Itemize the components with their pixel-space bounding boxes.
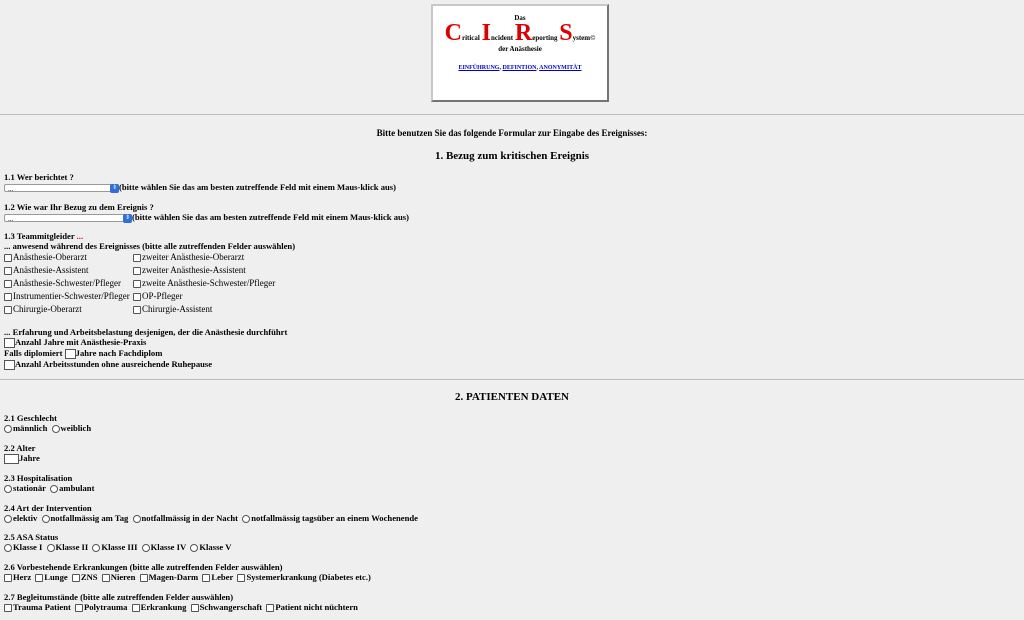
link-anonymitaet[interactable]: ANONYMITÄT — [539, 64, 582, 71]
option-label: Systemerkrankung (Diabetes etc.) — [246, 572, 371, 582]
option-label: Nieren — [110, 572, 136, 582]
q12-label: 1.2 Wie war Ihr Bezug zu dem Ereignis ? — [4, 202, 154, 212]
q11-row — [4, 182, 396, 192]
age-input[interactable] — [4, 454, 19, 464]
q13-label-dots: ... — [76, 231, 84, 241]
logo-title — [433, 21, 607, 45]
checkbox[interactable] — [4, 574, 12, 582]
team-item — [4, 252, 134, 265]
team-item — [4, 278, 134, 291]
section2-title: 2. PATIENTEN DATEN — [455, 391, 569, 403]
team-item — [133, 304, 263, 317]
option-label: weiblich — [60, 423, 92, 433]
radio-button[interactable] — [242, 515, 250, 523]
q22-row — [4, 453, 40, 464]
logo-letter-i: I — [481, 20, 491, 47]
option-label: Klasse IV — [150, 542, 187, 552]
years-practice-input[interactable] — [4, 338, 15, 348]
radio-button[interactable] — [92, 544, 100, 552]
team-item-label: OP-Pfleger — [142, 291, 183, 301]
divider-top — [0, 114, 1024, 115]
option-label: Leber — [211, 572, 234, 582]
radio-button[interactable] — [42, 515, 50, 523]
logo-letter-c: C — [444, 20, 462, 47]
team-item-label: zweiter Anästhesie-Oberarzt — [142, 252, 245, 262]
checkbox[interactable] — [133, 267, 141, 275]
diplomiert-suffix: Jahre nach Fachdiplom — [75, 348, 163, 358]
checkbox[interactable] — [133, 254, 141, 262]
radio-button[interactable] — [4, 425, 12, 433]
checkbox[interactable] — [266, 604, 274, 612]
team-item — [133, 252, 263, 265]
logo-subtitle: der Anästhesie — [498, 45, 542, 54]
team-item — [4, 291, 134, 304]
option-label: notfallmässig am Tag — [50, 513, 129, 523]
logo-letter-r: R — [514, 20, 533, 47]
checkbox[interactable] — [75, 604, 83, 612]
checkbox[interactable] — [35, 574, 43, 582]
logo-das: Das — [514, 14, 526, 22]
team-item-label: Anästhesie-Oberarzt — [13, 252, 87, 262]
q25-label: 2.5 ASA Status — [4, 532, 59, 542]
q27-label: 2.7 Begleitumstände (bitte alle zutreffenden Felder auswählen) — [4, 592, 234, 602]
q24-label: 2.4 Art der Intervention — [4, 503, 92, 513]
option-label: Magen-Darm — [148, 572, 199, 582]
option-label: Erkrankung — [140, 602, 187, 612]
q12-select-value: ... — [8, 215, 14, 224]
team-item-label: Anästhesie-Schwester/Pfleger — [13, 278, 121, 288]
checkbox[interactable] — [4, 267, 12, 275]
hours-label: Anzahl Arbeitsstunden ohne ausreichende Ruhepause — [15, 359, 213, 369]
checkbox[interactable] — [132, 604, 140, 612]
checkbox[interactable] — [140, 574, 148, 582]
option-label: Klasse III — [101, 542, 138, 552]
checkbox[interactable] — [191, 604, 199, 612]
option-label: Polytrauma — [84, 602, 128, 612]
checkbox[interactable] — [4, 280, 12, 288]
q13-label: 1.3 Teammitgleider — [4, 231, 75, 241]
option-label: Schwangerschaft — [199, 602, 263, 612]
team-item — [133, 291, 263, 304]
checkbox[interactable] — [4, 306, 12, 314]
option-label: Patient nicht nüchtern — [275, 602, 358, 612]
experience-row-years — [4, 337, 146, 348]
logo-word-incident: ncident — [490, 34, 515, 43]
option-label: Lunge — [44, 572, 68, 582]
option-label: Trauma Patient — [13, 602, 71, 612]
q12-select[interactable] — [4, 214, 132, 222]
q24-options — [4, 513, 420, 523]
cirs-logo — [431, 4, 609, 102]
option-label: Klasse V — [199, 542, 232, 552]
radio-button[interactable] — [133, 515, 141, 523]
checkbox[interactable] — [202, 574, 210, 582]
checkbox[interactable] — [133, 280, 141, 288]
divider-middle — [0, 379, 1024, 380]
option-label: stationär — [13, 483, 46, 493]
radio-button[interactable] — [4, 485, 12, 493]
team-item — [133, 278, 276, 291]
checkbox[interactable] — [133, 306, 141, 314]
age-unit: Jahre — [19, 453, 40, 463]
team-item — [4, 265, 134, 278]
intro-text: Bitte benutzen Sie das folgende Formular zur Eingabe des Ereignisses: — [376, 128, 648, 138]
q27-options — [4, 602, 360, 612]
q11-select-value: ... — [8, 185, 14, 194]
team-col-1 — [4, 252, 134, 317]
select-arrow-icon: ⇕ — [111, 185, 118, 192]
checkbox[interactable] — [72, 574, 80, 582]
option-label: elektiv — [13, 513, 38, 523]
years-practice-label: Anzahl Jahre mit Anästhesie-Praxis — [15, 337, 147, 347]
q11-select[interactable] — [4, 184, 119, 192]
radio-button[interactable] — [47, 544, 55, 552]
option-label: ZNS — [80, 572, 98, 582]
q13-sub: ... anwesend während des Ereignisses (bitte alle zutreffenden Felder auswählen) — [4, 241, 296, 251]
checkbox[interactable] — [4, 604, 12, 612]
q23-label: 2.3 Hospitalisation — [4, 473, 73, 483]
years-diplom-input[interactable] — [65, 349, 76, 359]
team-item-label: Chirurgie-Oberarzt — [13, 304, 82, 314]
q25-options — [4, 542, 233, 552]
q13-label-row — [4, 231, 83, 241]
logo-letter-s: S — [559, 20, 573, 47]
logo-word-system: ystem© — [572, 34, 596, 43]
link-einfuehrung[interactable]: EINFÜHRUNG — [458, 64, 500, 71]
section1-title: 1. Bezug zum kritischen Ereignis — [434, 150, 590, 162]
experience-row-hours — [4, 359, 212, 370]
team-item-label: Chirurgie-Assistent — [142, 304, 213, 314]
logo-word-critical: ritical — [461, 34, 482, 43]
radio-button[interactable] — [4, 544, 12, 552]
checkbox[interactable] — [102, 574, 110, 582]
experience-heading: ... Erfahrung und Arbeitsbelastung desjenigen, der die Anästhesie durchführt — [4, 327, 288, 337]
option-label: notfallmässig tagsüber an einem Wochenende — [251, 513, 418, 523]
select-arrow-icon: ⇕ — [124, 215, 131, 222]
radio-button[interactable] — [52, 425, 60, 433]
hours-input[interactable] — [4, 360, 15, 370]
q21-options — [4, 423, 93, 433]
option-label: männlich — [13, 423, 48, 433]
radio-button[interactable] — [142, 544, 150, 552]
diplomiert-prefix: Falls diplomiert — [4, 348, 63, 358]
checkbox[interactable] — [237, 574, 245, 582]
link-definition[interactable]: DEFINTION — [502, 64, 537, 71]
checkbox[interactable] — [133, 293, 141, 301]
q11-label: 1.1 Wer berichtet ? — [4, 172, 74, 182]
radio-button[interactable] — [50, 485, 58, 493]
q21-label: 2.1 Geschlecht — [4, 413, 57, 423]
logo-word-reporting: eporting — [532, 34, 560, 43]
option-label: ambulant — [59, 483, 95, 493]
team-col-2 — [133, 252, 276, 317]
team-item-label: Instrumentier-Schwester/Pfleger — [13, 291, 130, 301]
team-item-label: zweite Anästhesie-Schwester/Pfleger — [142, 278, 276, 288]
logo-links: EINFÜHRUNG, DEFINTION, ANONYMITÄT — [458, 64, 582, 71]
team-item — [4, 304, 134, 317]
radio-button[interactable] — [190, 544, 198, 552]
radio-button[interactable] — [4, 515, 12, 523]
q12-hint: (bitte wählen Sie das am besten zutreffende Feld mit einem Maus-klick aus) — [132, 212, 409, 222]
team-item-label: zweiter Anästhesie-Assistent — [142, 265, 246, 275]
checkbox[interactable] — [4, 254, 12, 262]
checkbox[interactable] — [4, 293, 12, 301]
team-item — [133, 265, 263, 278]
q26-options — [4, 572, 373, 582]
q26-label: 2.6 Vorbestehende Erkrankungen (bitte alle zutreffenden Felder auswählen) — [4, 562, 283, 572]
option-label: Klasse II — [55, 542, 89, 552]
q22-label: 2.2 Alter — [4, 443, 36, 453]
team-item-label: Anästhesie-Assistent — [13, 265, 89, 275]
q11-hint: (bitte wählen Sie das am besten zutreffende Feld mit einem Maus-klick aus) — [119, 182, 396, 192]
option-label: Herz — [13, 572, 32, 582]
q23-options — [4, 483, 96, 493]
option-label: Klasse I — [13, 542, 43, 552]
option-label: notfallmässig in der Nacht — [141, 513, 239, 523]
experience-row-diplom — [4, 348, 162, 359]
q12-row — [4, 212, 409, 222]
